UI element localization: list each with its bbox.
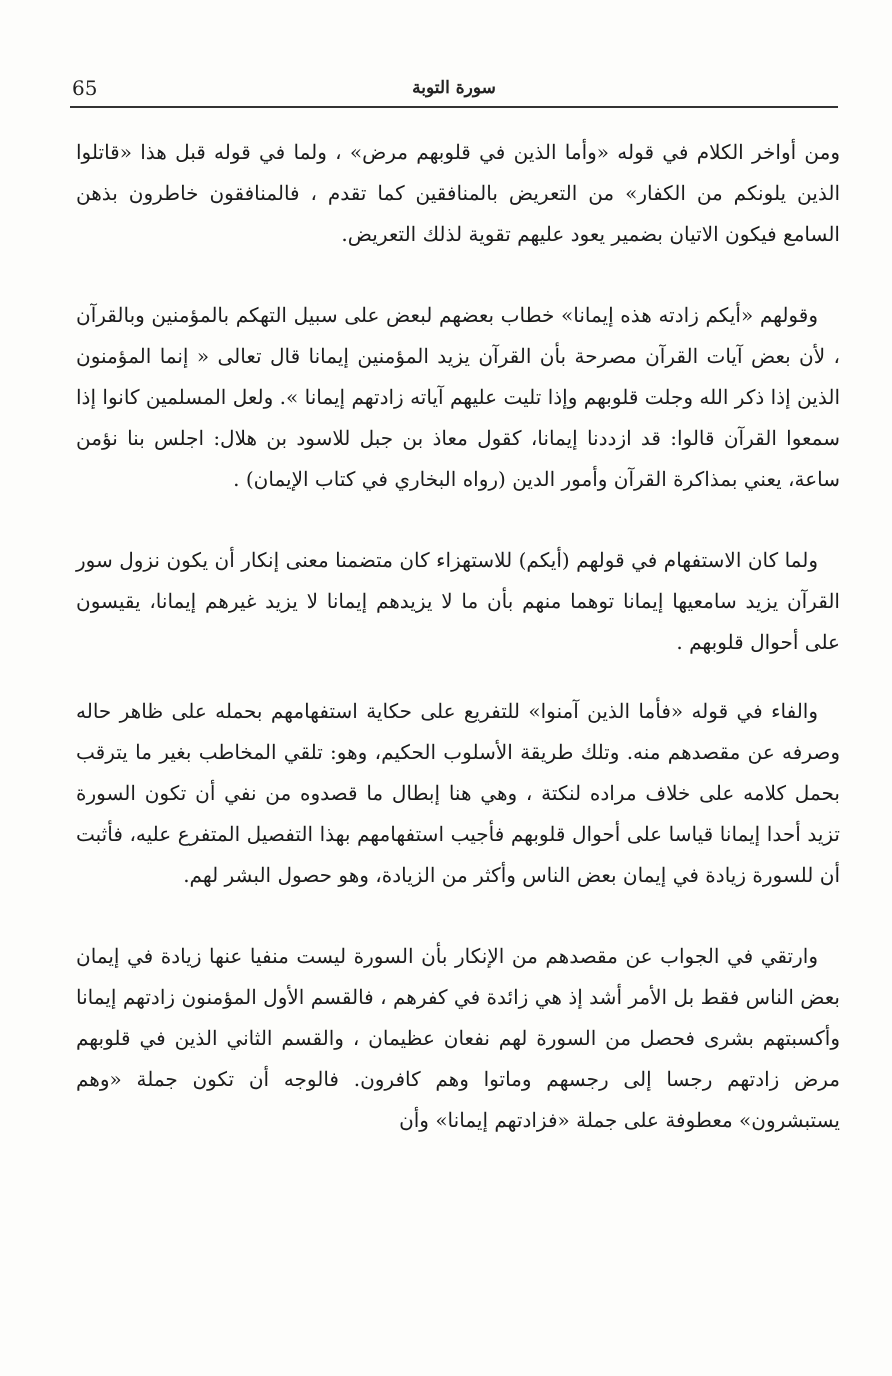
page-body bbox=[76, 132, 840, 1141]
page-header bbox=[70, 70, 838, 110]
paragraph-3: ولما كان الاستفهام في قولهم (أيكم) للاستهزاء كان متضمنا معنى إنكار أن يكون نزول سور القرآن يزيد سامعيها إيمانا توهما منهم بأن ما لا يزيدهم إيمانا لا يزيد غيرهم إيمانا، يقيسون على أحوال قلوبهم . bbox=[76, 548, 840, 654]
running-title: سورة التوبة bbox=[412, 78, 496, 98]
paragraph-4: والفاء في قوله «فأما الذين آمنوا» للتفريع على حكاية استفهامهم بحمله على ظاهر حاله وصرفه عن مقصدهم منه. وتلك طريقة الأسلوب الحكيم، وهو: تلقي المخاطب بغير ما يترقب بحمل كلامه على خلاف مراده لنكتة ، وهي هنا إبطال ما قصدوه من نفي أن تكون السورة تزيد أحدا إيمانا قياسا على أحوال قلوبهم فأجيب استفهامهم بهذا التفصيل المتفرع عليه، فأثبت أن للسورة زيادة في إيمان بعض الناس وأكثر من الزيادة، وهو حصول البشر لهم. bbox=[76, 699, 840, 887]
header-divider bbox=[70, 106, 838, 108]
page-number: 65 bbox=[72, 76, 98, 100]
paragraph-5: وارتقي في الجواب عن مقصدهم من الإنكار بأن السورة ليست منفيا عنها زيادة في إيمان بعض الناس فقط بل الأمر أشد إذ هي زائدة في كفرهم ، فالقسم الأول المؤمنون زادتهم إيمانا وأكسبتهم بشرى فحصل من السورة لهم نفعان عظيمان ، والقسم الثاني الذين في قلوبهم مرض زادتهم رجسا إلى رجسهم وماتوا وهم كافرون. فالوجه أن تكون جملة «وهم يستبشرون» معطوفة على جملة «فزادتهم إيمانا» وأن bbox=[76, 944, 840, 1132]
paragraph-2: وقولهم «أيكم زادته هذه إيمانا» خطاب بعضهم لبعض على سبيل التهكم بالمؤمنين وبالقرآن ، لأن بعض آيات القرآن مصرحة بأن القرآن يزيد المؤمنين إيمانا قال تعالى « إنما المؤمنون الذين إذا ذكر الله وجلت قلوبهم وإذا تليت عليهم آياته زادتهم إيمانا ». ولعل المسلمين كانوا إذا سمعوا القرآن قالوا: قد ازددنا إيمانا، كقول معاذ بن جبل للاسود بن هلال: اجلس بنا نؤمن ساعة، يعني بمذاكرة القرآن وأمور الدين (رواه البخاري في كتاب الإيمان) . bbox=[76, 303, 840, 491]
paragraph-1: ومن أواخر الكلام في قوله «وأما الذين في قلوبهم مرض» ، ولما في قوله قبل هذا «قاتلوا الذين يلونكم من الكفار» من التعريض بالمنافقين كما تقدم ، فالمنافقون خاطرون بذهن السامع فيكون الاتيان بضمير يعود عليهم تقوية لذلك التعريض. bbox=[76, 140, 840, 246]
